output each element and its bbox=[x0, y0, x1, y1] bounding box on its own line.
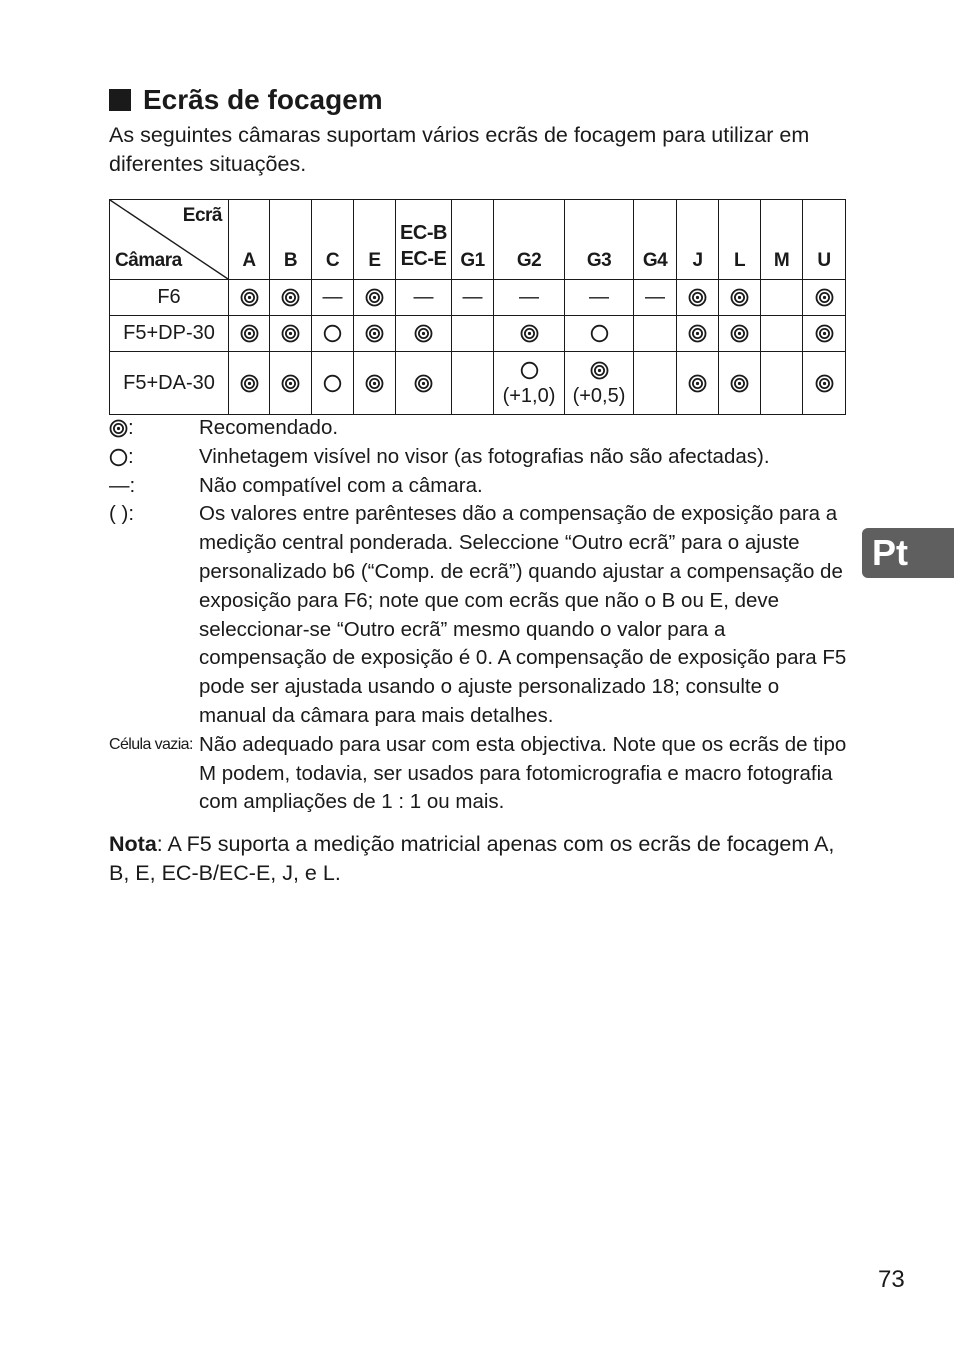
cell-g1 bbox=[452, 316, 494, 352]
vignetting-icon bbox=[590, 322, 609, 344]
recommended-icon bbox=[240, 372, 259, 394]
recommended-icon bbox=[688, 322, 707, 344]
cell-g4 bbox=[634, 352, 677, 415]
col-header-b: B bbox=[270, 200, 312, 280]
vignetting-icon bbox=[520, 359, 539, 381]
vignetting-icon bbox=[323, 322, 342, 344]
cell-g3 bbox=[565, 316, 634, 352]
table-row bbox=[110, 352, 846, 415]
recommended-icon bbox=[414, 322, 433, 344]
cell-u bbox=[803, 316, 846, 352]
corner-camera-label: Câmara bbox=[115, 250, 182, 271]
col-header-g3: G3 bbox=[565, 200, 634, 280]
col-header-u: U bbox=[803, 200, 846, 280]
col-header-g1: G1 bbox=[452, 200, 494, 280]
legend-item bbox=[109, 443, 849, 472]
table-row bbox=[110, 280, 846, 316]
cell-g3 bbox=[565, 352, 634, 415]
square-bullet-icon bbox=[109, 89, 131, 111]
focusing-screens-table bbox=[109, 199, 846, 415]
legend-symbol: Célula vazia: bbox=[109, 735, 193, 753]
col-header-e: E bbox=[354, 200, 396, 280]
cell-l bbox=[719, 280, 761, 316]
recommended-icon bbox=[730, 322, 749, 344]
col-header-ecb-ece bbox=[396, 200, 452, 280]
cell-b bbox=[270, 280, 312, 316]
legend-item bbox=[109, 414, 849, 443]
recommended-icon bbox=[815, 372, 834, 394]
table-corner-cell bbox=[110, 200, 229, 280]
cell-l bbox=[719, 352, 761, 415]
col-header-j: J bbox=[677, 200, 719, 280]
cell-m bbox=[761, 316, 803, 352]
cell-b bbox=[270, 316, 312, 352]
cell-j bbox=[677, 280, 719, 316]
col-header-g2: G2 bbox=[494, 200, 565, 280]
recommended-icon bbox=[590, 359, 609, 381]
camera-cell: F5+DA-30 bbox=[110, 352, 229, 415]
col-header-c: C bbox=[312, 200, 354, 280]
cell-m bbox=[761, 352, 803, 415]
incompatible-dash: — bbox=[519, 286, 539, 308]
cell-ecb bbox=[396, 316, 452, 352]
cell-m bbox=[761, 280, 803, 316]
camera-cell: F6 bbox=[110, 280, 229, 316]
cell-g4 bbox=[634, 280, 677, 316]
col-header-m: M bbox=[761, 200, 803, 280]
recommended-icon bbox=[365, 322, 384, 344]
recommended-icon bbox=[109, 414, 128, 443]
cell-c bbox=[312, 316, 354, 352]
incompatible-dash: — bbox=[645, 286, 665, 308]
recommended-icon bbox=[365, 372, 384, 394]
cell-e bbox=[354, 280, 396, 316]
section-title: Ecrãs de focagem bbox=[143, 84, 383, 115]
recommended-icon bbox=[281, 286, 300, 308]
col-header-ece: EC-E bbox=[400, 248, 447, 270]
incompatible-dash: — bbox=[589, 286, 609, 308]
recommended-icon bbox=[688, 286, 707, 308]
legend-symbol: ( ): bbox=[109, 502, 135, 526]
legend-symbol: —: bbox=[109, 473, 136, 497]
recommended-icon bbox=[281, 322, 300, 344]
incompatible-dash: — bbox=[462, 286, 483, 308]
recommended-icon bbox=[730, 286, 749, 308]
col-header-g4: G4 bbox=[634, 200, 677, 280]
cell-g3 bbox=[565, 280, 634, 316]
cell-u bbox=[803, 280, 846, 316]
note-text: : A F5 suporta a medição matricial apenas com os ecrãs de focagem A, B, E, EC-B/EC-E, J, e L. bbox=[109, 832, 835, 885]
cell-ecb bbox=[396, 352, 452, 415]
legend-text: Recomendado. bbox=[199, 416, 339, 439]
cell-ecb bbox=[396, 280, 452, 316]
recommended-icon bbox=[688, 372, 707, 394]
cell-j bbox=[677, 316, 719, 352]
incompatible-dash: — bbox=[413, 286, 434, 308]
cell-g2 bbox=[494, 280, 565, 316]
cell-l bbox=[719, 316, 761, 352]
page-number: 73 bbox=[878, 1266, 905, 1293]
cell-u bbox=[803, 352, 846, 415]
exposure-compensation-note: (+1,0) bbox=[502, 385, 556, 407]
note-paragraph bbox=[109, 830, 849, 888]
cell-a bbox=[229, 316, 270, 352]
cell-c bbox=[312, 280, 354, 316]
corner-screen-label: Ecrã bbox=[182, 205, 222, 226]
cell-b bbox=[270, 352, 312, 415]
legend bbox=[109, 414, 849, 817]
table-row bbox=[110, 316, 846, 352]
cell-j bbox=[677, 352, 719, 415]
legend-item bbox=[109, 500, 849, 730]
legend-symbol: : bbox=[109, 443, 199, 472]
cell-a bbox=[229, 352, 270, 415]
cell-g4 bbox=[634, 316, 677, 352]
recommended-icon bbox=[815, 322, 834, 344]
section-heading bbox=[109, 84, 383, 116]
recommended-icon bbox=[240, 322, 259, 344]
vignetting-icon bbox=[109, 443, 128, 472]
recommended-icon bbox=[365, 286, 384, 308]
recommended-icon bbox=[414, 372, 433, 394]
col-header-ecb: EC-B bbox=[400, 222, 447, 244]
exposure-compensation-note: (+0,5) bbox=[572, 385, 626, 407]
note-label: Nota bbox=[109, 832, 157, 856]
intro-paragraph: As seguintes câmaras suportam vários ecrãs de focagem para utilizar em diferentes situações. bbox=[109, 123, 810, 176]
cell-g2 bbox=[494, 316, 565, 352]
legend-text: Não adequado para usar com esta objectiva. Note que os ecrãs de tipo M podem, todavia, ser usados para fotomicrografia e macro fotografia com ampliações de 1 : 1 ou mais. bbox=[199, 732, 847, 814]
recommended-icon bbox=[815, 286, 834, 308]
table-header-row bbox=[110, 200, 846, 280]
cell-a bbox=[229, 280, 270, 316]
recommended-icon bbox=[730, 372, 749, 394]
cell-g1 bbox=[452, 352, 494, 415]
cell-e bbox=[354, 316, 396, 352]
cell-c bbox=[312, 352, 354, 415]
cell-g2 bbox=[494, 352, 565, 415]
legend-text: Os valores entre parênteses dão a compensação de exposição para a medição central ponderada. Seleccione “Outro ecrã” para o ajuste personalizado b6 (“Comp. de ecrã”) quando ajustar a compensação de exposição para F6; note que com ecrãs que não o B ou E, deve seleccionar-se “Outro ecrã” mesmo quando o valor para a compensação de exposição é 0. A compensação de exposição para F5 pode ser ajustada usando o ajuste personalizado 18; consulte o manual da câmara para mais detalhes. bbox=[199, 502, 847, 727]
legend-text: Vinhetagem visível no visor (as fotografias não são afectadas). bbox=[199, 444, 770, 468]
legend-item bbox=[109, 472, 849, 501]
incompatible-dash: — bbox=[322, 286, 343, 308]
col-header-a: A bbox=[229, 200, 270, 280]
recommended-icon bbox=[240, 286, 259, 308]
cell-g1 bbox=[452, 280, 494, 316]
col-header-l: L bbox=[719, 200, 761, 280]
legend-symbol: : bbox=[109, 414, 199, 443]
legend-item bbox=[109, 731, 849, 817]
language-tab: Pt bbox=[862, 528, 954, 578]
camera-cell: F5+DP-30 bbox=[110, 316, 229, 352]
recommended-icon bbox=[520, 322, 539, 344]
recommended-icon bbox=[281, 372, 300, 394]
vignetting-icon bbox=[323, 372, 342, 394]
cell-e bbox=[354, 352, 396, 415]
legend-text: Não compatível com a câmara. bbox=[199, 473, 483, 497]
